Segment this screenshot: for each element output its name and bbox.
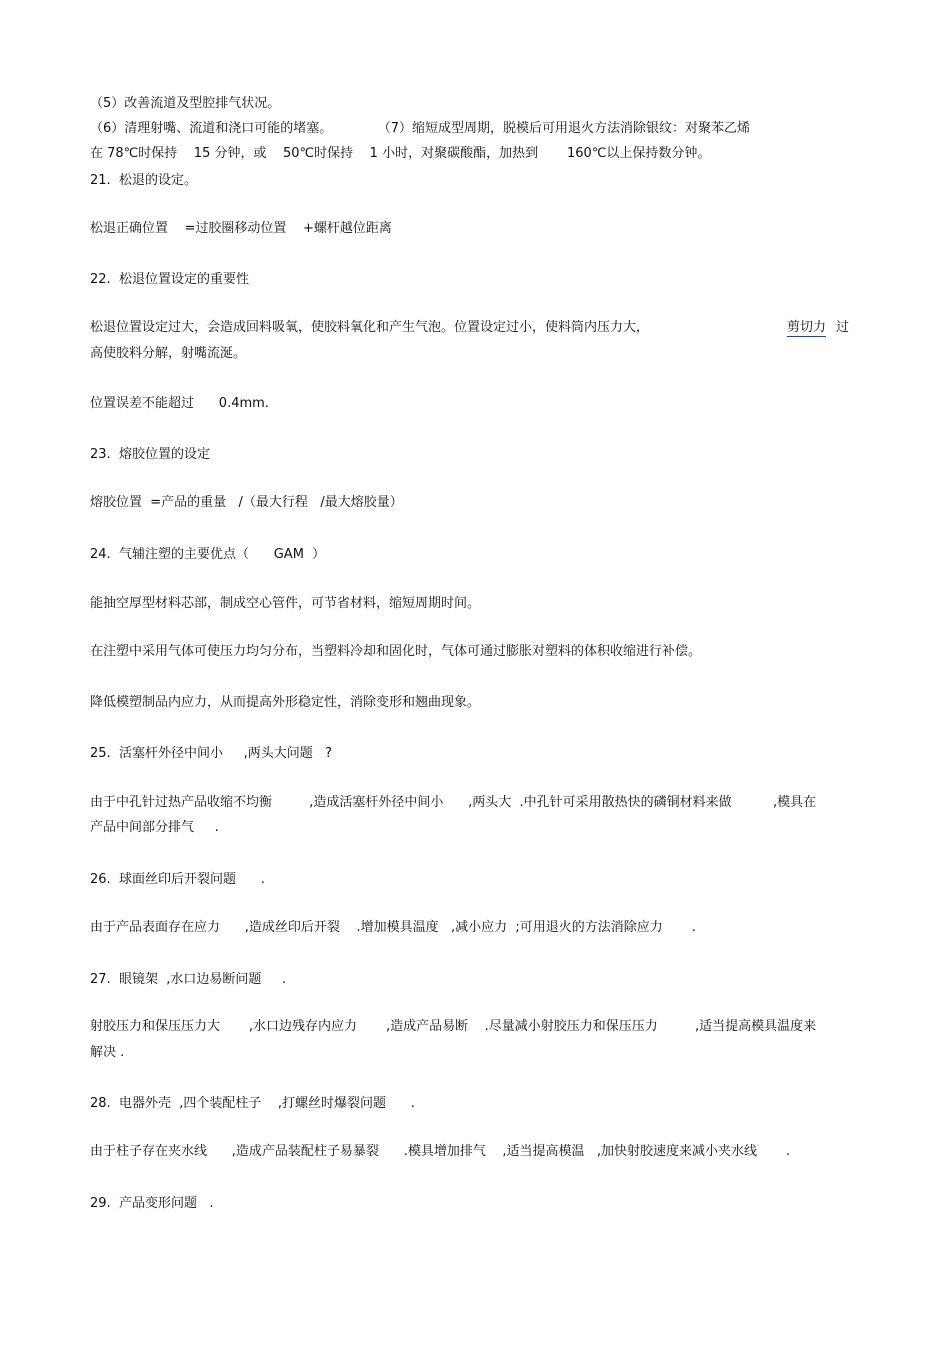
text-line: 由于产品表面存在应力 ,造成丝印后开裂 .增加模具温度 ,减小应力 ;可用退火的方法消除应力 . [90,920,696,935]
section-heading: 27. 眼镜架 ,水口边易断问题 . [90,972,287,987]
text-line: （6）清理射嘴、流道和浇口可能的堵塞。 （7）缩短成型周期，脱模后可用退火方法消除银纹：对聚苯乙烯 [90,121,750,136]
text-line: 在 78℃时保持 15 分钟，或 50℃时保持 1 小时，对聚碳酸酯，加热到 160℃以上保持数分钟。 [90,146,711,161]
text-line: 射胶压力和保压压力大 ,水口边残存内应力 ,造成产品易断 .尽量减小射胶压力和保压压力 ,适当提高模具温度来 [90,1019,817,1034]
section-heading: 22. 松退位置设定的重要性 [90,272,249,287]
text-line: 过 [836,320,850,335]
section-heading: 24. 气辅注塑的主要优点（ GAM ） [90,547,326,562]
text-line: 由于柱子存在夹水线 ,造成产品装配柱子易暴裂 .模具增加排气 ,适当提高模温 ,加快射胶速度来减小夹水线 . [90,1144,791,1159]
text-line: 解决 . [90,1045,125,1060]
text-line: 熔胶位置 =产品的重量 /（最大行程 /最大熔胶量） [90,495,403,510]
text-line: 松退位置设定过大，会造成回料吸氧，使胶料氧化和产生气泡。位置设定过小，使料筒内压力大， [90,320,650,335]
section-heading: 26. 球面丝印后开裂问题 . [90,872,265,887]
section-heading: 21. 松退的设定。 [90,173,197,188]
text-line: 由于中孔针过热产品收缩不均衡 ,造成活塞杆外径中间小 ,两头大 .中孔针可采用散热快的磷铜材料来做 ,模具在 [90,795,817,810]
section-heading: 29. 产品变形问题 . [90,1196,214,1211]
section-heading: 23. 熔胶位置的设定 [90,447,210,462]
section-heading: 28. 电器外壳 ,四个装配柱子 ,打螺丝时爆裂问题 . [90,1096,415,1111]
text-line: 位置误差不能超过 0.4mm. [90,396,269,411]
text-line: 降低模塑制品内应力，从而提高外形稳定性，消除变形和翘曲现象。 [90,695,481,710]
text-line: 能抽空厚型材料芯部，制成空心管件，可节省材料，缩短周期时间。 [90,596,481,611]
text-line: 松退正确位置 =过胶圈移动位置 +螺杆越位距离 [90,221,392,236]
text-line: 在注塑中采用气体可使压力均匀分布，当塑料冷却和固化时，气体可通过膨胀对塑料的体积收缩进行补偿。 [90,644,702,659]
text-line: 高使胶料分解，射嘴流涎。 [90,346,247,361]
text-line: 产品中间部分排气 . [90,820,219,835]
section-heading: 25. 活塞杆外径中间小 ,两头大问题 ? [90,746,333,761]
underlined-term: 剪切力 [787,320,827,335]
text-line: （5）改善流道及型腔排气状况。 [90,96,281,111]
